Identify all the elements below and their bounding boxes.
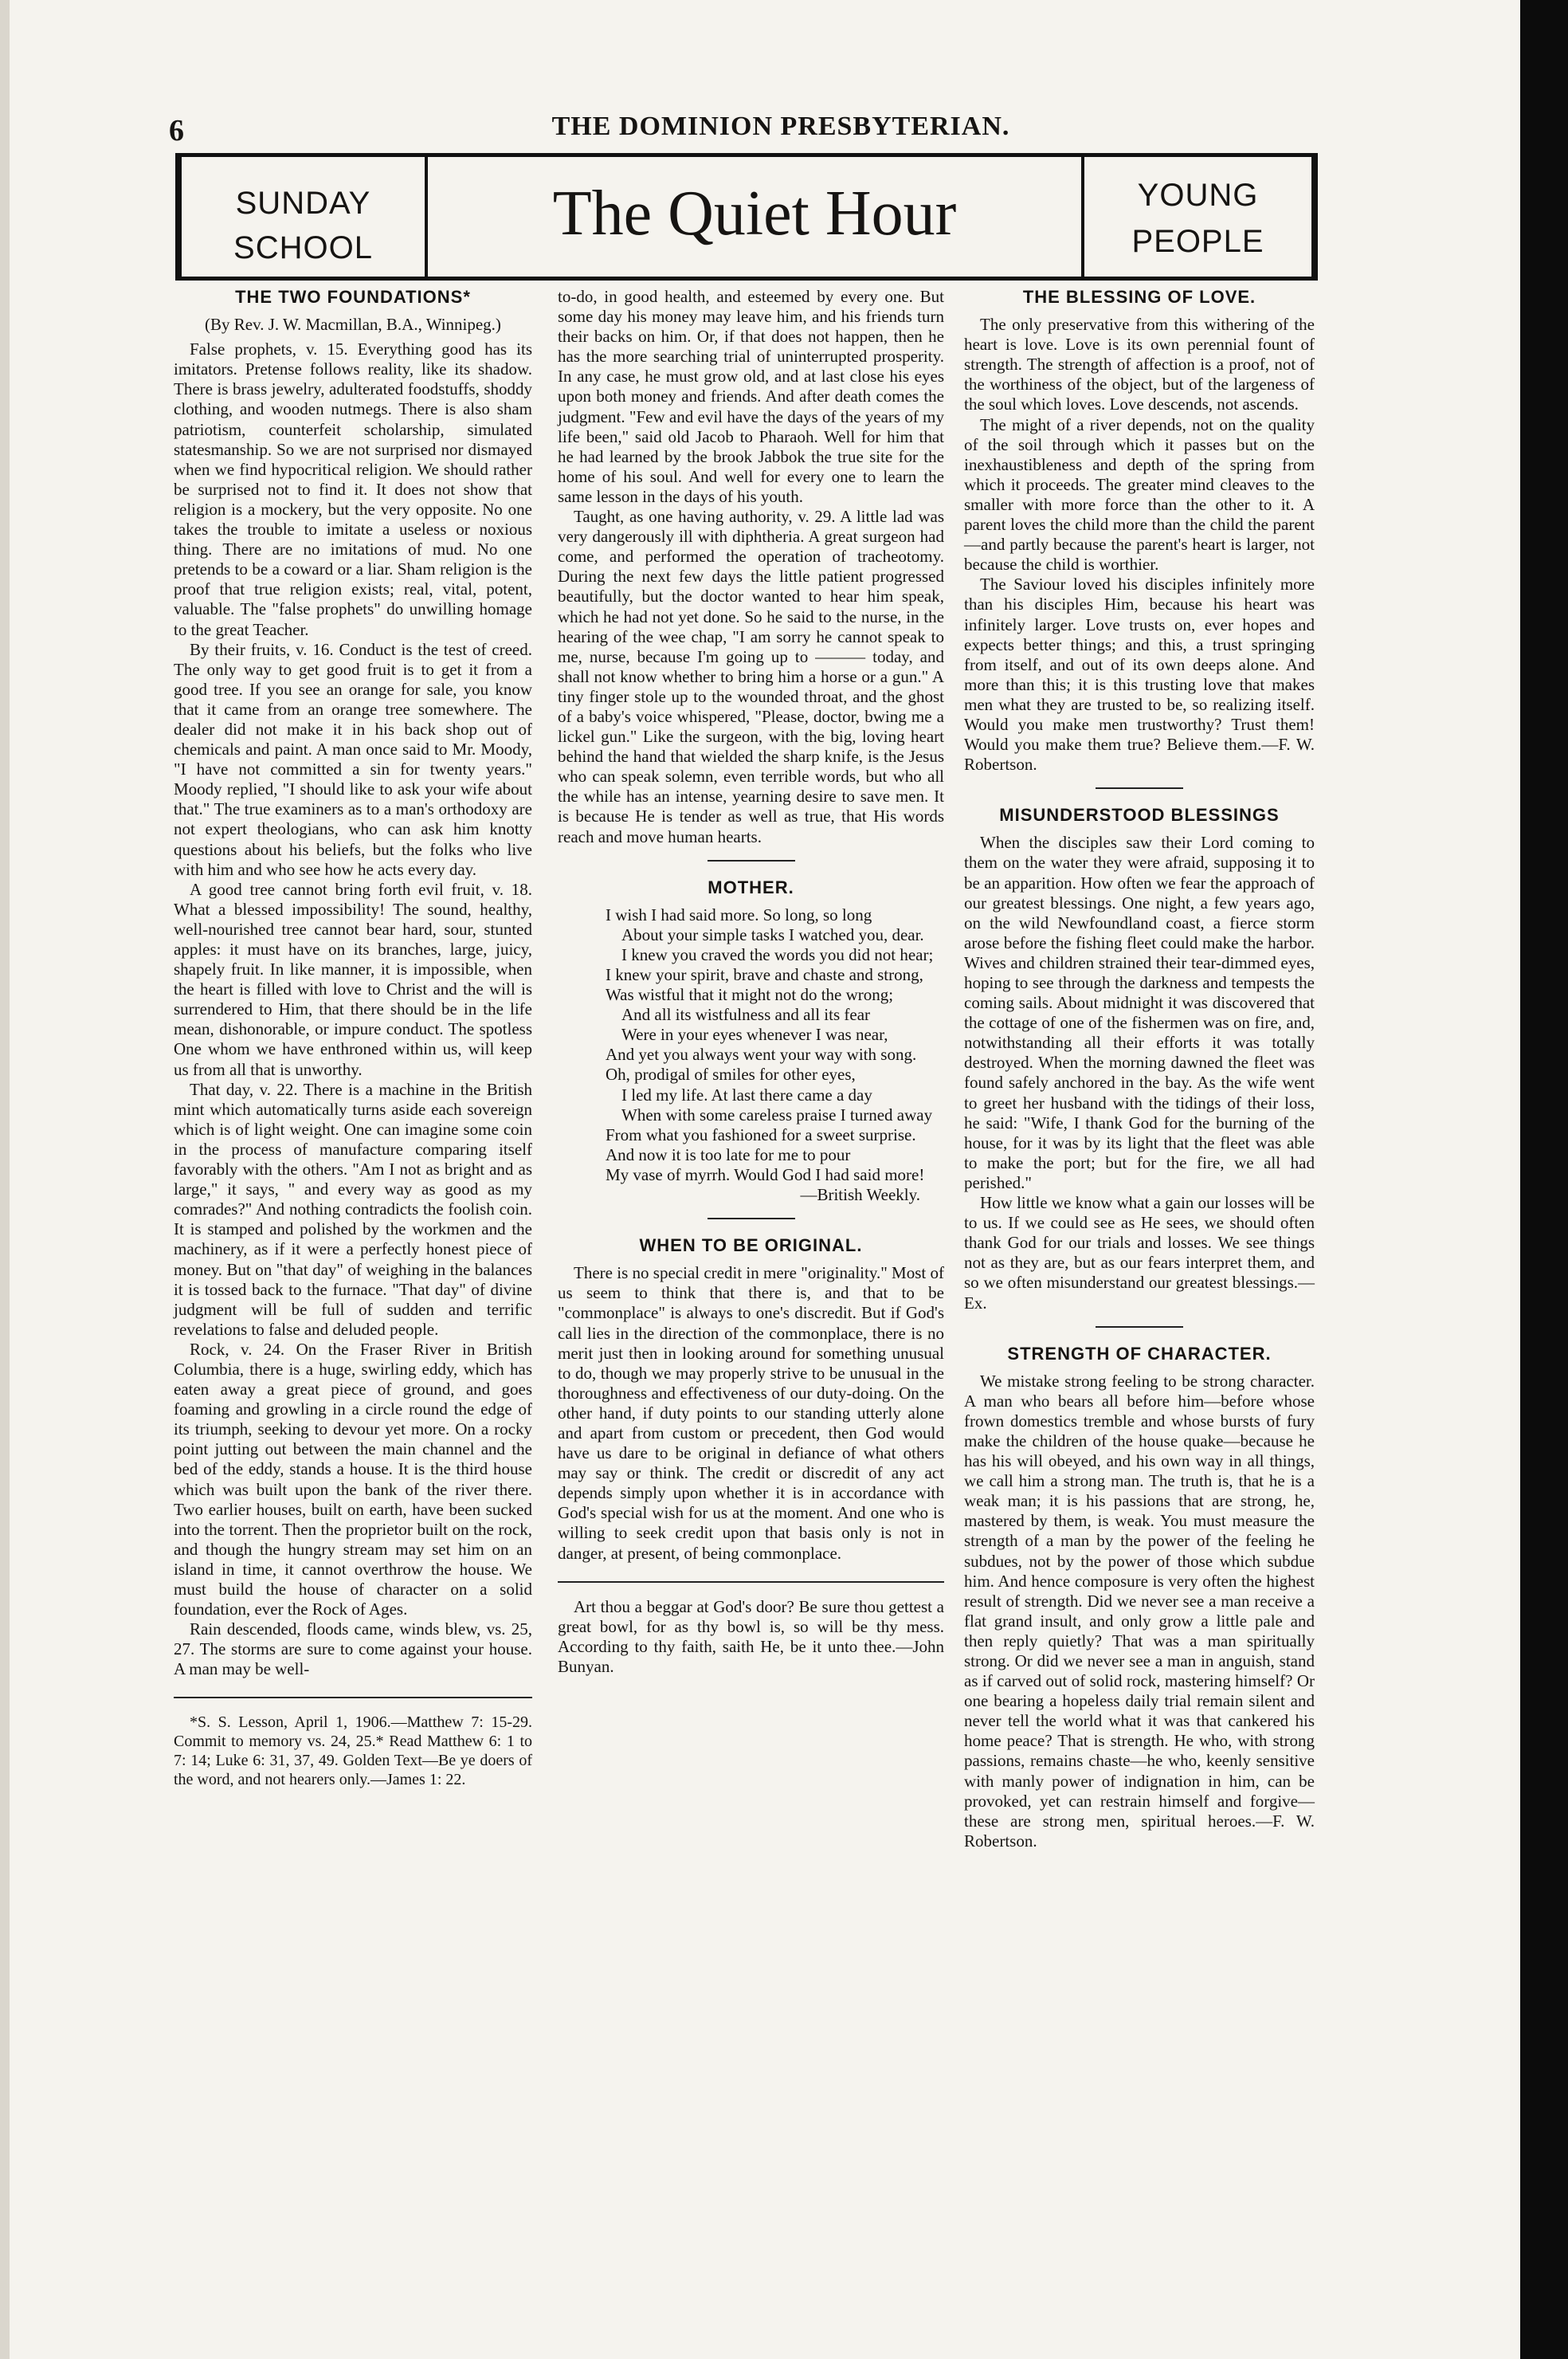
poem-line: My vase of myrrh. Would God I had said more!: [606, 1164, 925, 1184]
article-heading: MOTHER.: [708, 877, 794, 897]
poem-line: And yet you always went your way with song.: [606, 1045, 917, 1065]
publication-title: THE DOMINION PRESBYTERIAN.: [551, 112, 1010, 141]
masthead-sunday: SUNDAY: [235, 186, 371, 221]
poem-line: When with some careless praise I turned away: [621, 1105, 933, 1125]
article-heading: STRENGTH OF CHARACTER.: [1007, 1343, 1272, 1364]
column-1: [174, 287, 532, 1789]
article-heading: THE TWO FOUNDATIONS*: [235, 287, 471, 307]
section-masthead: [175, 153, 1318, 281]
article-paragraph: That day, v. 22. There is a machine in the British mint which automatically turns aside each sovereign which is of light weight. One can imagine some coin in the process of manufacture comparing itself favorably with the others. "Am I not as bright and as large," it says, " and every way as good as my comrades?" And nothing contradicts the foolish coin. It is stamped and polished by the workmen and the machinery, as if it were a perfectly honest piece of money. But on "that day" of weighing in the balances it is tossed back to the furnace. "That day" of divine judgment will be full of sudden and terrific revelations to false and deluded people.: [174, 1079, 532, 1339]
masthead-right-box: [1081, 157, 1311, 277]
poem-line: Were in your eyes whenever I was near,: [621, 1025, 888, 1045]
poem-line: I wish I had said more. So long, so long: [606, 905, 872, 924]
article-paragraph: When the disciples saw their Lord coming to them on the water they were afraid, supposing it to be an apparition. How often we fear the approach of our greatest blessings. One night, a few years ago, on the wild Newfoundland coast, a fierce storm arose before the fishing fleet could make the harbor. Wives and children strained their tear-dimmed eyes, hoping to see through the darkness and tempests the coming sails. About midnight it was discovered that the cottage of one of the fishermen was on fire, and, notwithstanding all their efforts it was totally destroyed. When the morning dawned the fleet was found safely anchored in the bay. As the wife went to greet her husband with the tidings of their loss, he said: "Wife, I thank God for the burning of the house, for it was by its light that the fleet was able to make the port; but for the fire, we all had perished.": [964, 833, 1315, 1192]
article-paragraph: There is no special credit in mere "originality." Most of us seem to think that there is, and that to be "commonplace" is always to one's discredit. But if God's call lies in the direction of the commonplace, there is no merit just then in looking around for something unusual to do, though we may properly strive to be unusual in the thoroughness and effectiveness of our duty-doing. On the other hand, if duty points to our standing utterly alone and apart from custom or precedent, then God would have us dare to be original in defiance of what others may say or think. The credit or discredit of any act depends simply upon whether it is in accordance with God's special wish for us at the moment. And one who is willing to seek credit upon that basis only is not in danger, at present, of being commonplace.: [558, 1263, 944, 1563]
article-paragraph: False prophets, v. 15. Everything good has its imitators. Pretense follows reality, like its shadow. There is brass jewelry, adulterated foodstuffs, shoddy clothing, and wooden nutmegs. There is also sham patriotism, counterfeit scholarship, simulated statesmanship. So we are not surprised nor dismayed when we find hypocritical religion. We should rather be surprised not to find it. It does not show that religion is a mockery, but the very opposite. No one takes the trouble to imitate a useless or noxious thing. There are no imitations of mud. No one pretends to be a coward or a liar. Sham religion is the proof that true religion exists; real, vital, potent, valuable. The "false prophets" do unwilling homage to the great Teacher.: [174, 340, 532, 639]
masthead-people: PEOPLE: [1131, 224, 1264, 259]
article-paragraph: We mistake strong feeling to be strong character. A man who bears all before him—before whose frown domestics tremble and whose bursts of fury make the children of the house quake—because he has his will obeyed, and his own way in all things, we call him a strong man. The truth is, that he is a weak man; it is his passions that are strong, he, mastered by them, is weak. You must measure the strength of a man by the power of the feeling he subdues, not by the power of those which subdue him. And hence composure is very often the highest result of strength. Did we never see a man receive a flat grand insult, and only grow a little pale and then reply quietly? That was a man spiritually strong. Or did we never see a man in anguish, stand as if carved out of solid rock, mastering himself? Or one bearing a hopeless daily trial remain silent and never tell the world what it was that cankered his home peace? That is strength. He who, with strong passions, remains chaste—he who, keenly sensitive with manly power of indignation in him, can be provoked, yet can restrain himself and forgive—these are strong men, spiritual heroes.—F. W. Robertson.: [964, 1371, 1315, 1851]
article-byline: (By Rev. J. W. Macmillan, B.A., Winnipeg.): [205, 315, 501, 335]
article-paragraph: The Saviour loved his disciples infinitely more than his disciples Him, because his heart was infinitely larger. Love trusts on, ever hopes and expects better things; and this, a trust springing from itself, and out of its own deeps alone. And more than this; it is this trusting love that makes men what they are trusted to be, so realizing itself. Would you make men trustworthy? Trust them! Would you make them true? Believe them.—F. W. Robertson.: [964, 575, 1315, 775]
separator-rule: [1096, 1326, 1183, 1328]
separator-rule: [708, 1218, 795, 1219]
poem-line: About your simple tasks I watched you, dear.: [621, 924, 924, 944]
poem-line: Was wistful that it might not do the wrong;: [606, 985, 894, 1005]
masthead-young: YOUNG: [1137, 178, 1259, 213]
masthead-school: SCHOOL: [233, 230, 373, 265]
article-paragraph: to-do, in good health, and esteemed by every one. But some day his money may leave him, and his friends turn their backs on him. Or, if that does not happen, then he has the more searching trial of uninterrupted prosperity. In any case, he must grow old, and at last close his eyes upon both money and friends. And after death comes the judgment. "Few and evil have the days of the years of my life been," said old Jacob to Pharaoh. Well for him that he had learned by the brook Jabbok the true site for the home of his soul. And well for every one to learn the same lesson in the days of his youth.: [558, 287, 944, 506]
poem-line: From what you fashioned for a sweet surprise.: [606, 1125, 916, 1144]
poem-line: And now it is too late for me to pour: [606, 1144, 851, 1164]
poem-line: I knew you craved the words you did not hear;: [621, 944, 934, 964]
column-2: [558, 287, 944, 1677]
masthead-title: The Quiet Hour: [552, 179, 957, 249]
article-paragraph: Rock, v. 24. On the Fraser River in British Columbia, there is a huge, swirling eddy, which has eaten away a great piece of ground, and goes foaming and growling in a circle round the edge of its triumph, seeking to devour yet more. On a rocky point jutting out between the main channel and the bed of the eddy, stands a house. It is the third house which was built upon the bank of the river there. Two earlier houses, built on earth, have been sucked into the torrent. Then the proprietor built on the rock, and though the hungry stream may set him on an island in time, it cannot overthrow the house. We must build the house of character on a solid foundation, ever the Rock of Ages.: [174, 1339, 532, 1619]
poem-line: Oh, prodigal of smiles for other eyes,: [606, 1065, 856, 1085]
article-heading: THE BLESSING OF LOVE.: [1022, 287, 1256, 307]
separator-rule: [174, 1697, 532, 1698]
masthead-left-box: [182, 157, 428, 277]
scan-black-border: [1520, 0, 1568, 2359]
scan-left-edge: [0, 0, 10, 2359]
page-number: 6: [169, 114, 184, 147]
article-paragraph: Rain descended, floods came, winds blew, vs. 25, 27. The storms are sure to come against your house. A man may be well-: [174, 1619, 532, 1679]
article-paragraph: The might of a river depends, not on the quality of the soil through which it passes but on the inexhaustibleness and depth of the spring from which it proceeds. The greater mind cleaves to the smaller with more force than the other to it. A parent loves the child more than the child the parent—and partly because the parent's heart is larger, not because the child is worthier.: [964, 414, 1315, 575]
poem-source: —British Weekly.: [800, 1185, 920, 1205]
article-paragraph: Taught, as one having authority, v. 29. A little lad was very dangerously ill with diphtheria. A great surgeon had come, and performed the operation of tracheotomy. During the next few days the little patient progressed beautifully, but the doctor wanted to hear him speak, which he had not yet done. So he said to the nurse, in the hearing of the wee chap, "I am sorry he cannot speak to me, nurse, because I'm going up to ——— today, and shall not know whether to bring him a horse or a gun." A tiny finger stole up to the wounded throat, and the ghost of a baby's voice whispered, "Please, doctor, bwing me a lickel gun." Like the surgeon, with the big, loving heart behind the hand that wielded the sharp knife, is the Jesus who can speak solemn, even terrible words, but who all the while has an intense, yearning desire to save men. It is because He is tender as well as true, that His words reach and move human hearts.: [558, 507, 944, 846]
poem: [558, 905, 944, 1185]
article-heading: WHEN TO BE ORIGINAL.: [639, 1235, 863, 1256]
poem-line: I led my life. At last there came a day: [621, 1085, 872, 1105]
article-paragraph: A good tree cannot bring forth evil fruit, v. 18. What a blessed impossibility! The sound, healthy, well-nourished tree cannot bear hard, sour, stunted apples: it must have on its branches, large, juicy, shapely fruit. In like manner, it is impossible, when the heart is filled with love to Christ and the will is surrendered to Him, that there should be in the life mean, dishonorable, or impure conduct. The spotless One whom we have enthroned within us, will keep us from all that is unworthy.: [174, 879, 532, 1079]
lesson-footnote: *S. S. Lesson, April 1, 1906.—Matthew 7: 15-29. Commit to memory vs. 24, 25.* Read Matthew 6: 1 to 7: 14; Luke 6: 31, 37, 49. Golden Text—Be ye doers of the word, and not hearers only.—James 1: 22.: [174, 1713, 532, 1789]
separator-rule: [558, 1581, 944, 1583]
article-paragraph: Art thou a beggar at God's door? Be sure thou gettest a great bowl, for as thy bowl is, so will be thy mess. According to thy faith, saith He, be it unto thee.—John Bunyan.: [558, 1596, 944, 1676]
column-3: [964, 287, 1315, 1851]
article-paragraph: The only preservative from this withering of the heart is love. Love is its own perennial fount of strength. The strength of affection is a proof, not of the worthiness of the object, but of the largeness of the soul which loves. Love descends, not ascends.: [964, 315, 1315, 414]
separator-rule: [708, 860, 795, 862]
poem-line: I knew your spirit, brave and chaste and strong,: [606, 965, 923, 984]
separator-rule: [1096, 787, 1183, 789]
article-paragraph: By their fruits, v. 16. Conduct is the test of creed. The only way to get good fruit is to get it from a good tree. If you see an orange for sale, you know that it came from an orange tree somewhere. The dealer did not make it in his back shop out of chemicals and paint. A man once said to Mr. Moody, "I have not committed a sin for twenty years." Moody replied, "I should like to ask your wife about that." The true examiners as to a man's orthodoxy are not expert theologians, who can ask him knotty questions about his beliefs, but the folks who live with him and who see how he acts every day.: [174, 639, 532, 879]
poem-line: And all its wistfulness and all its fear: [621, 1005, 871, 1025]
article-heading: MISUNDERSTOOD BLESSINGS: [999, 805, 1280, 826]
article-paragraph: How little we know what a gain our losses will be to us. If we could see as He sees, we should often thank God for our trials and losses. We see things not as they are, but as our fears interpret them, and so we often misunderstand our greatest blessings.—Ex.: [964, 1193, 1315, 1313]
